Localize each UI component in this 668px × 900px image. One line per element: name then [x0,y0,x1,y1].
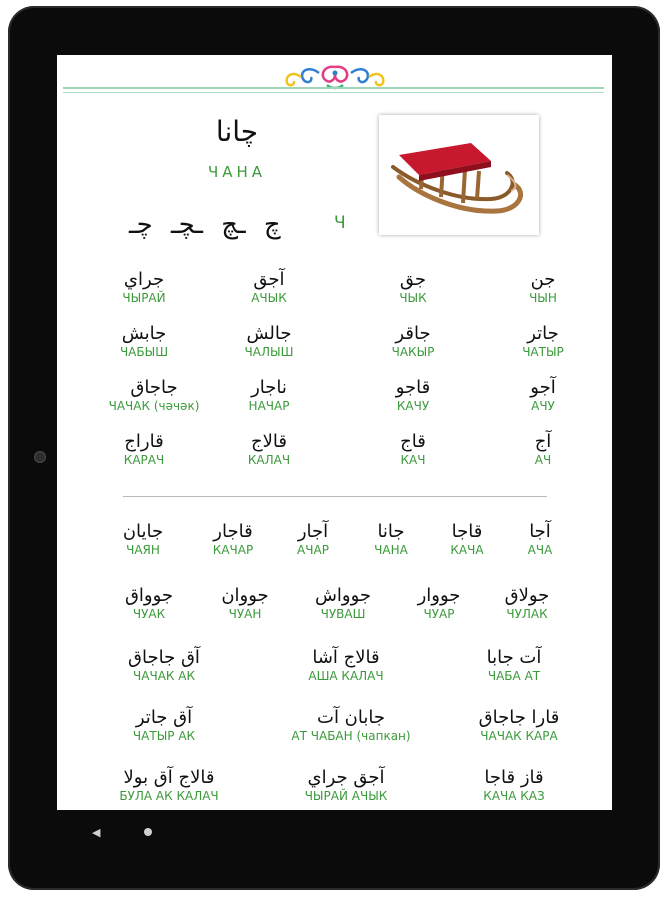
list-item: جووان ЧУАН [221,585,269,621]
lesson-word-cyrillic: ЧАНА [207,163,267,181]
list-item: قالاج آق بولا БУЛА АК КАЛАЧ [119,767,219,803]
list-item: جوواش ЧУВАШ [314,585,372,621]
list-item: آج АЧ [534,431,552,467]
app-screen [57,55,612,810]
header-rule-lower [63,92,604,93]
list-item: قاج КАЧ [400,431,426,467]
lesson-word-arabic: چانا [215,115,259,148]
list-item: قالاج КАЛАЧ [247,431,291,467]
list-item: آجق جراي ЧЫРАЙ АЧЫК [304,767,388,803]
sled-photo [379,115,539,235]
list-item: جاجاق ЧАЧАК (чәчәк) [108,377,200,413]
list-item: آت جابا ЧАБА АТ [486,647,542,683]
list-item: آق جاتر ЧАТЫР АК [132,707,196,743]
back-nav-icon[interactable]: ◀ [92,826,101,839]
letter-forms: چ ـچ ـچـ چـ [129,210,281,240]
list-item: آق جاجاق ЧАЧАК АК [128,647,200,683]
camera-icon [34,451,46,463]
list-item: قاز قاجا КАЧА КАЗ [483,767,545,803]
list-item: قاجا КАЧА [450,521,484,557]
list-item: آجو АЧУ [530,377,556,413]
list-item: آجق АЧЫК [251,269,287,305]
header-rule [63,87,604,89]
list-item: جابان آت АТ ЧАБАН (чапкан) [291,707,411,743]
list-item: آجار АЧАР [297,521,329,557]
list-item: قاجار КАЧАР [212,521,254,557]
list-item: جق ЧЫК [399,269,427,305]
section-divider [123,496,547,497]
list-item: جراي ЧЫРАЙ [122,269,166,305]
list-item: جووار ЧУАР [417,585,461,621]
list-item: آجا АЧА [527,521,553,557]
list-item: جاتر ЧАТЫР [522,323,564,359]
list-item: جولاق ЧУЛАК [504,585,550,621]
list-item: جوواق ЧУАК [124,585,174,621]
list-item: جن ЧЫН [529,269,557,305]
list-item: جانا ЧАНА [374,521,408,557]
list-item: قاراج КАРАЧ [123,431,165,467]
list-item: جايان ЧАЯН [122,521,164,557]
list-item: قالاج آشا АША КАЛАЧ [308,647,384,683]
list-item: قارا جاجاق ЧАЧАК КАРА [478,707,560,743]
list-item: ناجار НАЧАР [248,377,290,413]
list-item: جالش ЧАЛЫШ [244,323,294,359]
list-item: جاقر ЧАКЫР [391,323,435,359]
home-nav-icon[interactable] [144,828,152,836]
list-item: قاجو КАЧУ [395,377,431,413]
list-item: جابش ЧАБЫШ [119,323,169,359]
sled-image [379,115,539,235]
letter-cyrillic: Ч [334,213,346,233]
